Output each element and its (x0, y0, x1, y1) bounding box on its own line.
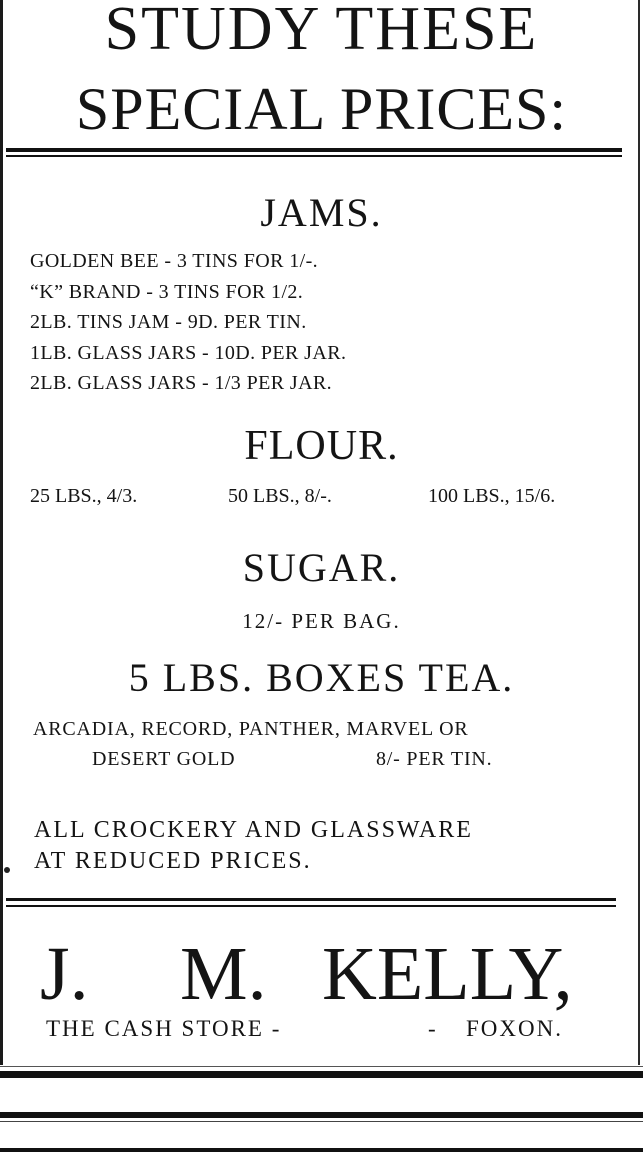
tea-brands: ARCADIA, RECORD, PANTHER, MARVEL OR (33, 718, 469, 740)
headline-line-2: SPECIAL PRICES: (75, 76, 568, 142)
tea-price: 8/- PER TIN. (376, 748, 493, 770)
column-rule-thin (0, 1066, 643, 1067)
tea-last-brand: DESERT GOLD (92, 748, 236, 770)
flour-price-100lbs: 100 LBS., 15/6. (428, 485, 556, 507)
left-border (0, 0, 3, 1065)
sugar-heading: SUGAR. (242, 545, 401, 590)
tea-heading: 5 LBS. BOXES TEA. (128, 655, 515, 700)
flour-price-25lbs: 25 LBS., 4/3. (30, 485, 138, 507)
store-surname: KELLY, (322, 932, 573, 1016)
jam-item: 2LB. GLASS JARS - 1/3 PER JAR. (30, 372, 333, 394)
jams-heading: JAMS. (260, 190, 383, 235)
store-initial-1: J. (40, 932, 89, 1016)
store-rule-top (6, 898, 616, 901)
jam-item: GOLDEN BEE - 3 TINS FOR 1/-. (30, 250, 319, 272)
page-rule-bottom (0, 1148, 643, 1152)
flour-price-50lbs: 50 LBS., 8/-. (228, 485, 332, 507)
jam-item: 2LB. TINS JAM - 9D. PER TIN. (30, 311, 307, 333)
headline-rule-bottom (6, 155, 622, 157)
page-rule-thin (0, 1121, 643, 1122)
jams-list (30, 246, 346, 399)
sugar-price: 12/- PER BAG. (242, 609, 401, 633)
crockery-line-1: ALL CROCKERY AND GLASSWARE (34, 817, 473, 843)
page-rule-heavy (0, 1112, 643, 1118)
store-rule-bottom (6, 905, 616, 907)
right-border (638, 0, 640, 1065)
headline-rule-top (6, 148, 622, 152)
jam-item: “K” BRAND - 3 TINS FOR 1/2. (30, 280, 304, 303)
store-tagline-dash: - (428, 1016, 438, 1041)
store-initial-2: M. (180, 932, 267, 1016)
flour-heading: FLOUR. (244, 423, 399, 469)
ink-speck (4, 867, 10, 873)
store-tagline: THE CASH STORE - (46, 1016, 282, 1041)
store-town: FOXON. (466, 1016, 563, 1041)
column-rule-heavy (0, 1071, 643, 1078)
crockery-line-2: AT REDUCED PRICES. (34, 848, 312, 874)
headline-line-1: STUDY THESE (104, 0, 539, 63)
jam-item: 1LB. GLASS JARS - 10D. PER JAR. (30, 341, 347, 364)
